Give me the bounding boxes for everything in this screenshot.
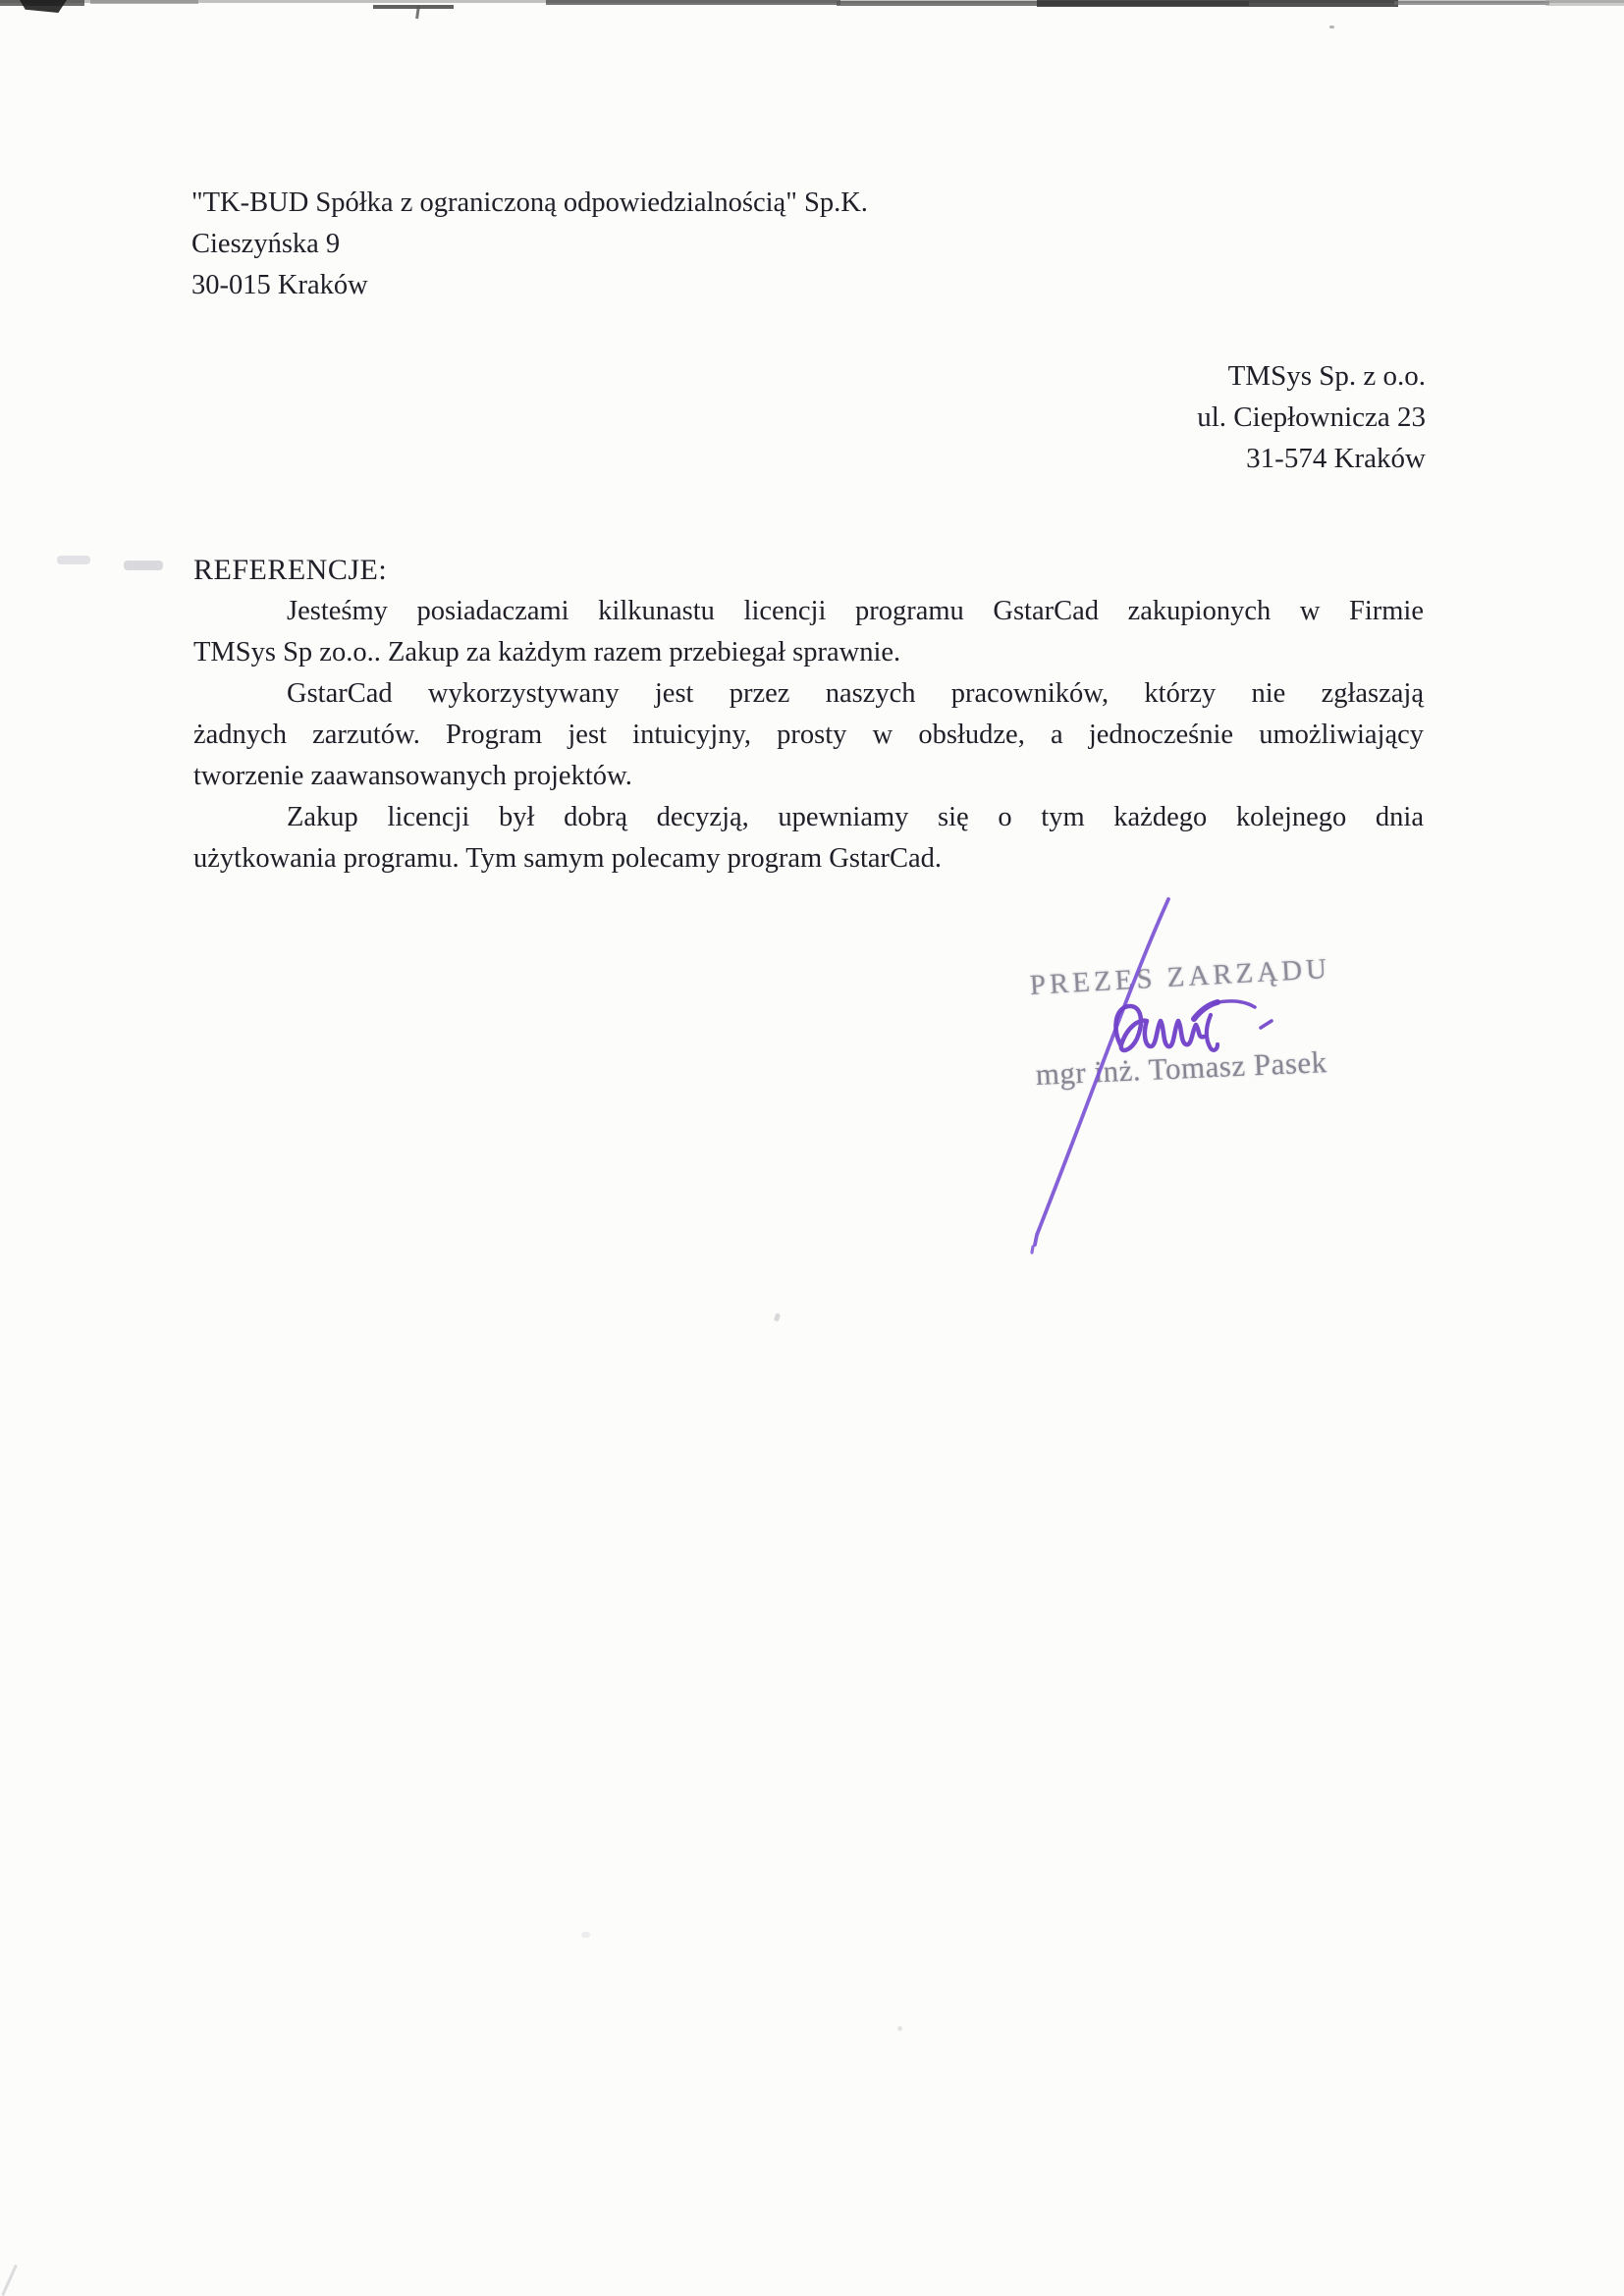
- signature-t-stem-ink: [1207, 1015, 1218, 1050]
- scan-artifact-top-edge: [0, 0, 1624, 3]
- scan-artifact-speck: [1329, 26, 1334, 28]
- stamp-title-text: PREZES ZARZĄDU: [1029, 952, 1331, 1001]
- scan-artifact-top-segment: [373, 5, 454, 9]
- scan-artifact-top-segment: [0, 0, 84, 6]
- body-line: użytkowania programu. Tym samym polecamy program GstarCad.: [193, 843, 943, 874]
- scan-artifact-top-segment: [1037, 0, 1398, 7]
- body-line: tworzenie zaawansowanych projektów.: [193, 761, 632, 791]
- body-line: GstarCad wykorzystywany jest przez naszych pracowników, którzy nie zgłaszają: [287, 678, 1424, 709]
- scan-artifact-smudge: [124, 561, 163, 570]
- letter-heading: REFERENCJE:: [193, 554, 388, 586]
- scan-artifact-top-segment: [1545, 0, 1624, 6]
- signature-t-crossbar-ink: [1194, 1002, 1218, 1019]
- scan-artifact-speck: [897, 2026, 902, 2031]
- sender-city: 30-015 Kraków: [191, 270, 368, 300]
- recipient-company-name: TMSys Sp. z o.o.: [1227, 360, 1426, 392]
- body-line: Zakup licencji był dobrą decyzją, upewniamy się o tym każdego kolejnego dnia: [287, 802, 1424, 832]
- scan-artifact-corner-blob: [20, 0, 67, 13]
- recipient-street: ul. Ciepłownicza 23: [1197, 401, 1426, 433]
- scan-artifact-speck: [774, 1312, 781, 1321]
- sender-company-name: "TK-BUD Spółka z ograniczoną odpowiedzialnością" Sp.K.: [191, 187, 868, 218]
- scan-artifact-smudge: [57, 556, 90, 564]
- scan-artifact-speck: [581, 1932, 590, 1938]
- scan-artifact-top-segment: [1394, 1, 1549, 5]
- recipient-address-block: [1197, 355, 1426, 479]
- scan-artifact-corner-mark: [1, 2265, 18, 2296]
- body-line: Jesteśmy posiadaczami kilkunastu licencji programu GstarCad zakupionych w Firmie: [287, 596, 1424, 626]
- letter-body: [193, 591, 1424, 880]
- scan-artifact-top-segment: [837, 1, 1249, 6]
- body-line: TMSys Sp zo.o.. Zakup za każdym razem przebiegał sprawnie.: [193, 637, 901, 667]
- stamp-signer-name: mgr inż. Tomasz Pasek: [1035, 1044, 1328, 1092]
- signature-t-crossbar-ink: [1214, 1001, 1255, 1007]
- sender-address-block: [191, 183, 868, 306]
- signature-dash-ink: [1261, 1021, 1272, 1028]
- signature-scribble-ink: [1115, 1006, 1204, 1050]
- sender-street: Cieszyńska 9: [191, 229, 341, 259]
- scan-artifact-top-segment: [90, 0, 198, 4]
- scan-artifact-tick: [415, 6, 420, 19]
- body-line: żadnych zarzutów. Program jest intuicyjny, prosty w obsłudze, a jednocześnie umożliwiający: [193, 720, 1424, 750]
- scan-artifact-top-segment: [546, 0, 840, 5]
- signature-stroke-tail-ink: [1032, 1247, 1033, 1253]
- recipient-city: 31-574 Kraków: [1246, 443, 1426, 474]
